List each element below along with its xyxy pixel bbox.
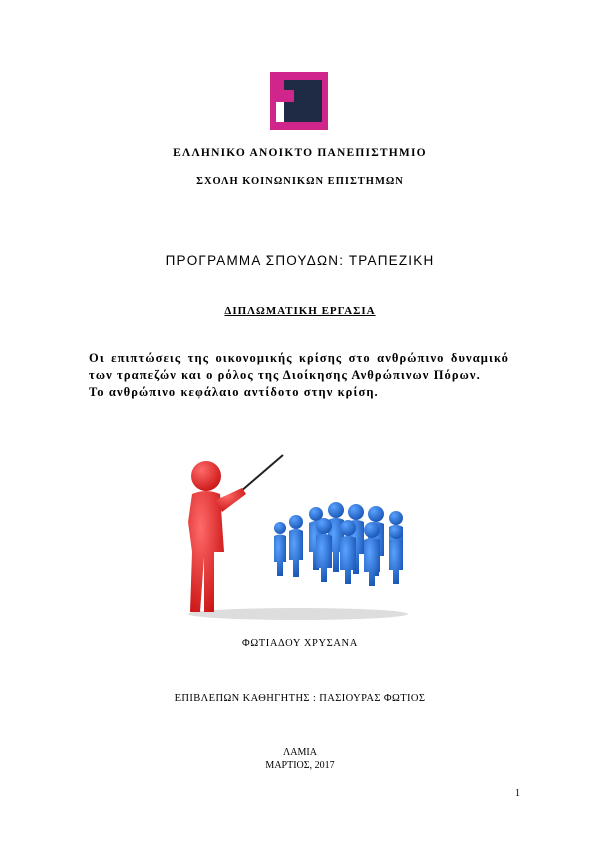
thesis-title [89,350,509,401]
city: ΛΑΜΙΑ [283,747,317,758]
date: ΜΑΡΤΙΟΣ, 2017 [265,760,335,771]
author-name: ΦΩΤΙΑΔΟΥ ΧΡΥΣΑΝΑ [242,638,358,649]
thesis-subtitle: Το ανθρώπινο κεφάλαιο αντίδοτο στην κρίση. [89,385,379,399]
document-type: ΔΙΠΛΩΜΑΤΙΚΗ ΕΡΓΑΣΙΑ [224,305,376,317]
university-logo-icon [270,72,328,130]
program-of-study: ΠΡΟΓΡΑΜΜΑ ΣΠΟΥΔΩΝ: ΤΡΑΠΕΖΙΚΗ [165,253,435,268]
page-number: 1 [515,788,520,799]
presenter-with-audience-icon [178,452,423,622]
thesis-title-main: Οι επιπτώσεις της οικονομικής κρίσης στο ανθρώπινο δυναμικό των τραπεζών και ο ρόλος της Διοίκησης Ανθρώπινων Πόρων. [89,351,509,382]
supervisor: ΕΠΙΒΛΕΠΩΝ ΚΑΘΗΓΗΤΗΣ : ΠΑΣΙΟΥΡΑΣ ΦΩΤΙΟΣ [174,693,426,704]
school-name: ΣΧΟΛΗ ΚΟΙΝΩΝΙΚΩΝ ΕΠΙΣΤΗΜΩΝ [196,176,404,187]
university-name: ΕΛΛΗΝΙΚΟ ΑΝΟΙΚΤΟ ΠΑΝΕΠΙΣΤΗΜΙΟ [173,147,427,159]
